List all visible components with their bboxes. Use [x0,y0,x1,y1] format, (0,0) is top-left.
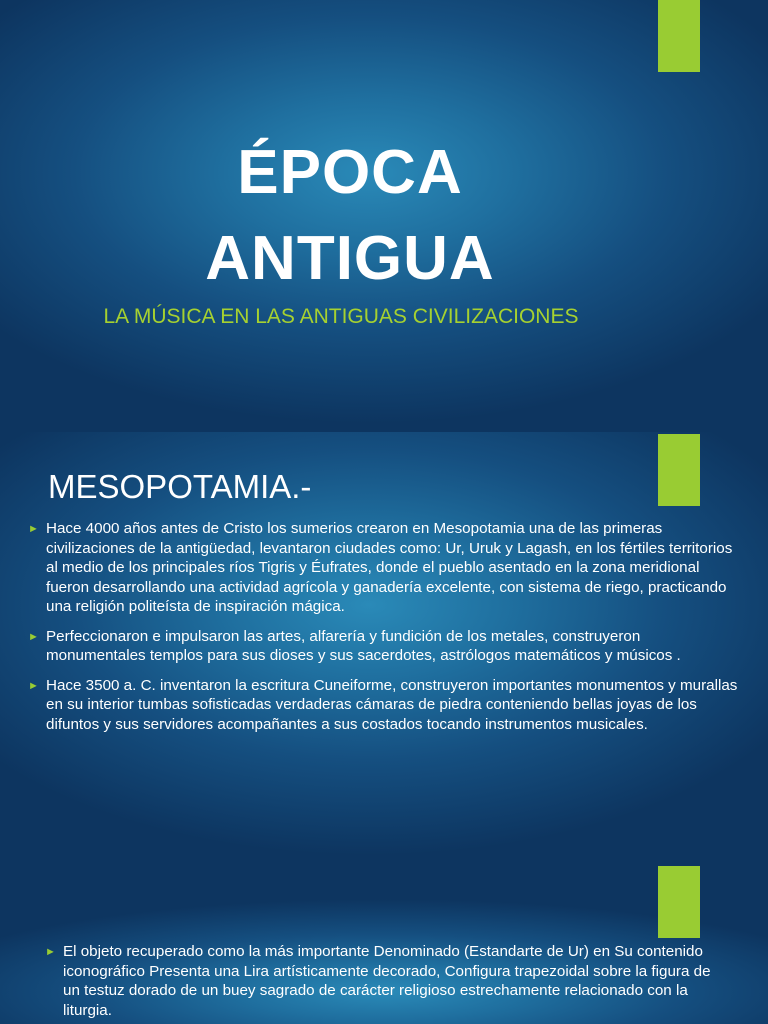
accent-bar [658,434,700,506]
title-line-2: ANTIGUA [205,224,495,293]
slide-subtitle: LA MÚSICA EN LAS ANTIGUAS CIVILIZACIONES [103,305,579,328]
section-heading: MESOPOTAMIA.- [48,468,312,505]
triangle-bullet-icon: ► [28,630,39,643]
slide-title-heading [0,130,700,302]
bullet-text: Hace 4000 años antes de Cristo los sumerios crearon en Mesopotamia una de las primeras civilizaciones de la antigüedad, levantaron ciudades como: Ur, Uruk y Lagash, en los fértiles territorios al medio de los principales ríos Tigris y Éufrates, donde el pueblo asentado en la zona meridional fueron desarrollando una actividad agrícola y ganadería excelente, con sistema de riego, practicando una religión politeísta de inspiración mágica. [46,520,733,615]
triangle-bullet-icon: ► [28,523,39,535]
list-item [25,676,740,735]
accent-bar [658,866,700,938]
accent-bar [658,0,700,72]
title-line-1: ÉPOCA [237,138,463,207]
slide-estandarte [0,864,768,1024]
bullet-text: Hace 3500 a. C. inventaron la escritura Cuneiforme, construyeron importantes monumentos y murallas en su interior tumbas sofisticadas verdaderas cámaras de piedra conteniendo bellas joyas de los difuntos y sus servidores acompañantes a sus costados tocando instrumentos musicales. [46,676,738,733]
slide-title [0,0,768,432]
triangle-bullet-icon: ► [28,679,39,692]
list-item [42,942,722,1020]
bullet-list [42,942,722,1024]
bullet-list [25,519,740,744]
list-item [25,627,740,666]
slide-mesopotamia [0,432,768,864]
bullet-text: Perfeccionaron e impulsaron las artes, alfarería y fundición de los metales, construyeron monumentales templos para sus dioses y sus sacerdotes, astrólogos matemáticos y músicos . [46,627,681,664]
list-item [25,519,740,617]
bullet-text: El objeto recuperado como la más importante Denominado (Estandarte de Ur) en Su contenido iconográfico Presenta una Lira artísticamente decorado, Configura trapezoidal sobre la figura de un testuz dorado de un buey sagrado de carácter religioso estrechamente relacionado con la liturgia. [63,943,711,1019]
triangle-bullet-icon: ► [45,946,56,958]
